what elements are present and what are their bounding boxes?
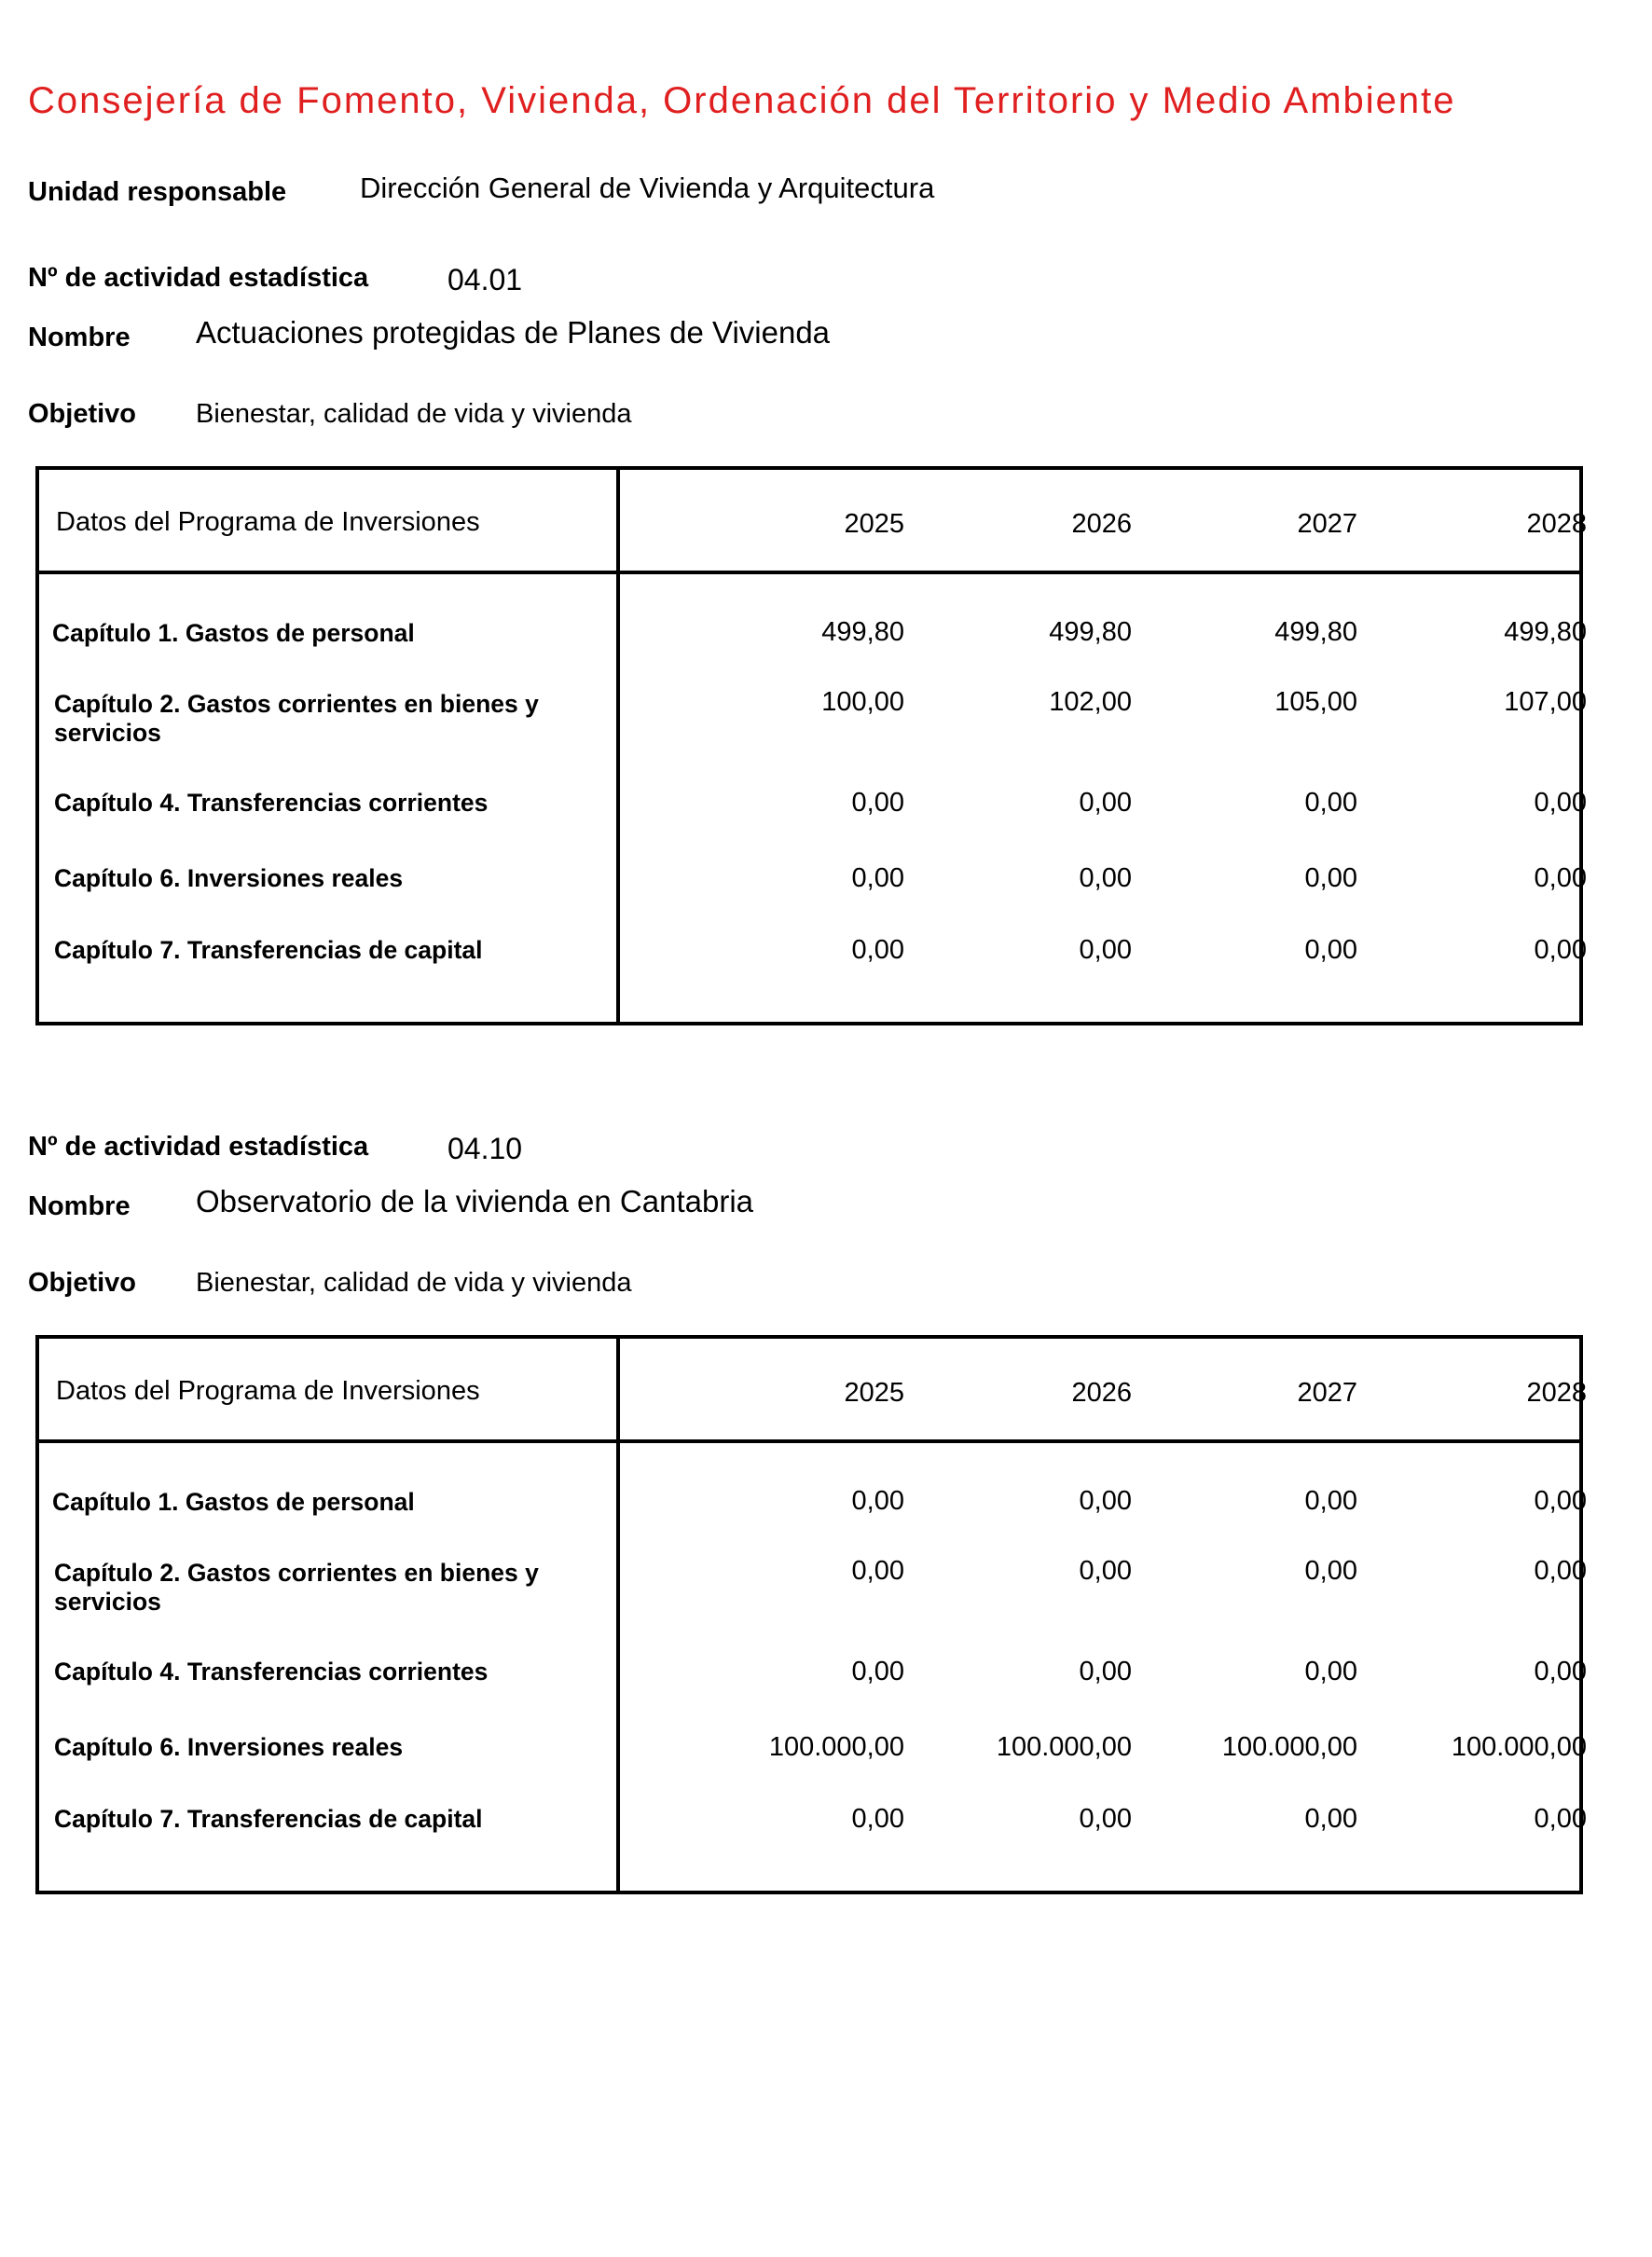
year-2026: 2026 [1071, 509, 1132, 539]
cell-2025: 0,00 [851, 935, 904, 965]
year-2027: 2027 [1297, 1378, 1357, 1408]
cell-2025: 0,00 [851, 1556, 904, 1586]
cell-2027: 0,00 [1304, 863, 1357, 893]
row-label: Capítulo 1. Gastos de personal [52, 1488, 415, 1516]
objetivo-value: Bienestar, calidad de vida y vivienda [196, 399, 632, 429]
row-label: Capítulo 1. Gastos de personal [52, 619, 415, 647]
unidad-label: Unidad responsable [28, 177, 287, 207]
investment-table [35, 1335, 1587, 1894]
cell-2026: 0,00 [1079, 863, 1132, 893]
investment-table [35, 466, 1587, 1025]
objetivo-label: Objetivo [28, 1268, 137, 1298]
cell-2027: 100.000,00 [1221, 1732, 1357, 1762]
row-label-cont: servicios [54, 1588, 161, 1616]
cell-2026: 100.000,00 [996, 1732, 1132, 1762]
cell-2026: 102,00 [1049, 687, 1132, 717]
cell-2028: 0,00 [1534, 788, 1587, 818]
cell-2025: 0,00 [851, 1657, 904, 1686]
year-2025: 2025 [844, 509, 904, 539]
cell-2026: 0,00 [1079, 788, 1132, 818]
cell-2027: 0,00 [1304, 1556, 1357, 1586]
cell-2028: 107,00 [1504, 687, 1587, 717]
column-divider [616, 470, 620, 1022]
column-divider [616, 1339, 620, 1891]
cell-2028: 0,00 [1534, 1657, 1587, 1686]
cell-2028: 499,80 [1504, 617, 1587, 647]
cell-2025: 0,00 [851, 1486, 904, 1516]
cell-2026: 0,00 [1079, 1804, 1132, 1834]
table-header [39, 1339, 1587, 1443]
objetivo-label: Objetivo [28, 399, 137, 429]
activity-number-label: Nº de actividad estadística [28, 263, 369, 293]
cell-2027: 499,80 [1274, 617, 1357, 647]
cell-2026: 499,80 [1049, 617, 1132, 647]
cell-2028: 0,00 [1534, 863, 1587, 893]
row-label-cont: servicios [54, 719, 161, 747]
activity-number: 04.10 [447, 1132, 523, 1165]
objetivo-value: Bienestar, calidad de vida y vivienda [196, 1268, 632, 1298]
cell-2025: 0,00 [851, 863, 904, 893]
row-label: Capítulo 7. Transferencias de capital [54, 936, 483, 964]
cell-2027: 0,00 [1304, 1657, 1357, 1686]
year-2026: 2026 [1071, 1378, 1132, 1408]
year-2028: 2028 [1526, 509, 1587, 539]
cell-2026: 0,00 [1079, 1486, 1132, 1516]
cell-2028: 0,00 [1534, 1804, 1587, 1834]
activity-number: 04.01 [447, 263, 523, 296]
year-2028: 2028 [1526, 1378, 1587, 1408]
nombre-value: Actuaciones protegidas de Planes de Vivienda [196, 315, 831, 350]
cell-2026: 0,00 [1079, 935, 1132, 965]
cell-2028: 100.000,00 [1451, 1732, 1587, 1762]
table-title: Datos del Programa de Inversiones [56, 1376, 480, 1406]
department-title: Consejería de Fomento, Vivienda, Ordenación del Territorio y Medio Ambiente [28, 80, 1456, 121]
row-label: Capítulo 2. Gastos corrientes en bienes y [54, 1559, 539, 1587]
row-label: Capítulo 7. Transferencias de capital [54, 1805, 483, 1833]
row-label: Capítulo 6. Inversiones reales [54, 864, 404, 892]
cell-2025: 0,00 [851, 788, 904, 818]
cell-2025: 0,00 [851, 1804, 904, 1834]
cell-2027: 0,00 [1304, 788, 1357, 818]
nombre-value: Observatorio de la vivienda en Cantabria [196, 1184, 754, 1218]
row-label: Capítulo 4. Transferencias corrientes [54, 789, 489, 817]
cell-2028: 0,00 [1534, 1556, 1587, 1586]
year-2025: 2025 [844, 1378, 904, 1408]
cell-2026: 0,00 [1079, 1556, 1132, 1586]
cell-2027: 0,00 [1304, 935, 1357, 965]
cell-2025: 499,80 [821, 617, 904, 647]
year-2027: 2027 [1297, 509, 1357, 539]
cell-2026: 0,00 [1079, 1657, 1132, 1686]
nombre-label: Nombre [28, 1191, 131, 1221]
row-label: Capítulo 6. Inversiones reales [54, 1733, 404, 1761]
row-label: Capítulo 4. Transferencias corrientes [54, 1658, 489, 1686]
cell-2028: 0,00 [1534, 1486, 1587, 1516]
unidad-value: Dirección General de Vivienda y Arquitectura [360, 172, 935, 204]
nombre-label: Nombre [28, 323, 131, 352]
cell-2025: 100,00 [821, 687, 904, 717]
cell-2027: 105,00 [1274, 687, 1357, 717]
activity-number-label: Nº de actividad estadística [28, 1132, 369, 1162]
row-label: Capítulo 2. Gastos corrientes en bienes y [54, 690, 539, 718]
cell-2028: 0,00 [1534, 935, 1587, 965]
cell-2025: 100.000,00 [768, 1732, 904, 1762]
table-header [39, 470, 1587, 574]
table-title: Datos del Programa de Inversiones [56, 507, 480, 537]
cell-2027: 0,00 [1304, 1804, 1357, 1834]
cell-2027: 0,00 [1304, 1486, 1357, 1516]
